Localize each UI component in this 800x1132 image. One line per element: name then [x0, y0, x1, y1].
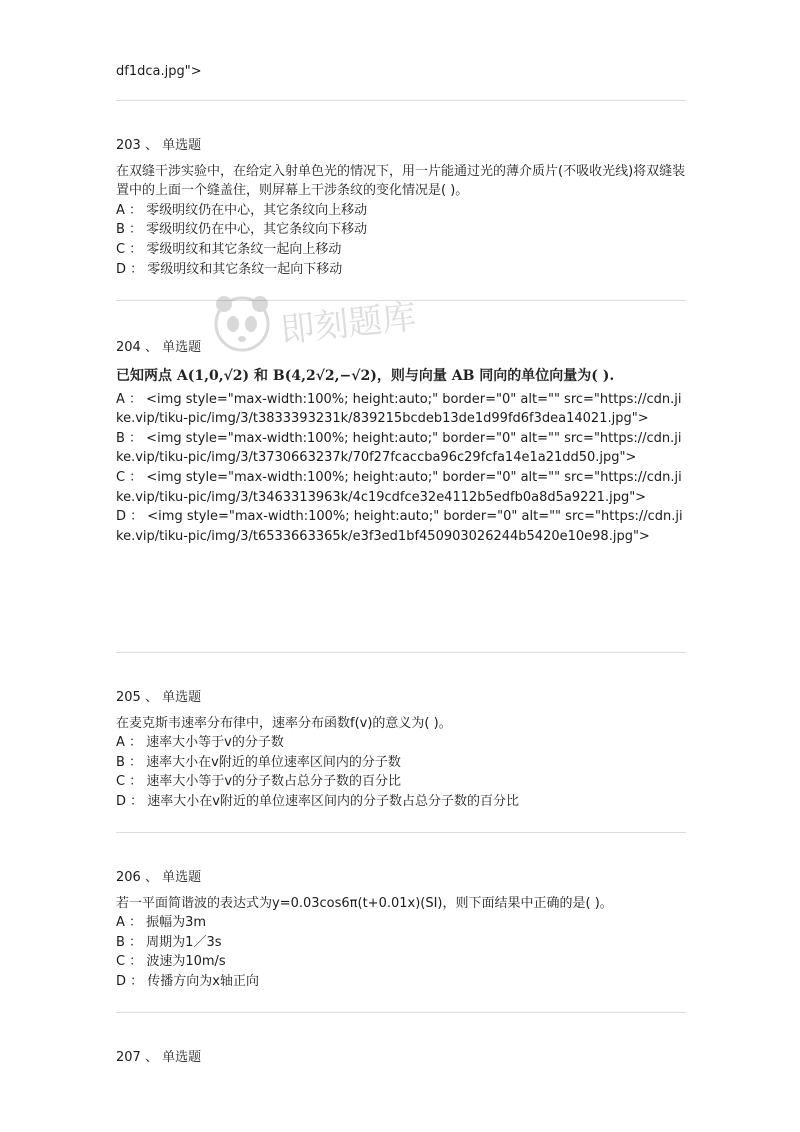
question-stem-formula: 已知两点 A(1,0,√2) 和 B(4,2√2,−√2)，则与向量 AB 同向的单位向量为( ).	[116, 367, 615, 384]
option-a[interactable]: A ： 速率大小等于v的分子数	[116, 735, 284, 751]
question-header: 206 、 单选题	[116, 870, 202, 885]
divider	[116, 300, 686, 301]
option-d[interactable]: D ： 传播方向为x轴正向	[116, 973, 259, 989]
divider	[116, 100, 686, 101]
question-header: 207 、 单选题	[116, 1050, 202, 1065]
option-d[interactable]: D ： 速率大小在v附近的单位速率区间内的分子数占总分子数的百分比	[116, 793, 519, 809]
question-206	[116, 868, 686, 992]
question-stem: 在双缝干涉实验中，在给定入射单色光的情况下，用一片能通过光的薄介质片(不吸收光线)将双缝装置中的上面一个缝盖住，则屏幕上干涉条纹的变化情况是( )。	[116, 163, 686, 199]
option-a[interactable]: A ： 振幅为3m	[116, 915, 207, 931]
option-c[interactable]: C ： 零级明纹和其它条纹一起向上移动	[116, 241, 342, 257]
option-a[interactable]: A ： 零级明纹仍在中心，其它条纹向上移动	[116, 202, 368, 218]
option-b[interactable]: B ： 零级明纹仍在中心，其它条纹向下移动	[116, 222, 368, 238]
question-207	[116, 1048, 686, 1068]
divider	[116, 1012, 686, 1013]
divider	[116, 832, 686, 833]
question-header: 205 、 单选题	[116, 690, 202, 705]
option-b[interactable]: B ： 周期为1／3s	[116, 934, 222, 950]
question-203	[116, 136, 686, 279]
question-stem: 若一平面简谐波的表达式为y=0.03cos6π(t+0.01x)(SI)，则下面结果中正确的是( )。	[116, 895, 613, 911]
option-d[interactable]: D ： 零级明纹和其它条纹一起向下移动	[116, 261, 343, 277]
previous-question-fragment: df1dca.jpg">	[116, 64, 202, 79]
option-b[interactable]: B ： <img style="max-width:100%; height:auto;" border="0" alt="" src="https://cdn.jike.vip/tiku-pic/img/3/t3730663237k/70f27fcaccba96c29fcfa14e1a21dd50.jpg">	[116, 430, 682, 466]
option-d[interactable]: D ： <img style="max-width:100%; height:auto;" border="0" alt="" src="https://cdn.jike.vip/tiku-pic/img/3/t6533663365k/e3f3ed1bf450903026244b5420e10e98.jpg">	[116, 509, 683, 544]
option-a[interactable]: A ： <img style="max-width:100%; height:auto;" border="0" alt="" src="https://cdn.jike.vip/tiku-pic/img/3/t3833393231k/839215bcdeb13de1d99fd6f3dea14021.jpg">	[116, 391, 682, 427]
divider	[116, 652, 686, 653]
option-c[interactable]: C ： 速率大小等于v的分子数占总分子数的百分比	[116, 774, 402, 790]
question-header: 204 、 单选题	[116, 340, 202, 355]
watermark-text: 即刻题库	[278, 296, 419, 351]
option-c[interactable]: C ： <img style="max-width:100%; height:auto;" border="0" alt="" src="https://cdn.jike.vip/tiku-pic/img/3/t3463313963k/4c19cdfce32e4112b5edfb0a8d5a9221.jpg">	[116, 469, 682, 505]
option-b[interactable]: B ： 速率大小在v附近的单位速率区间内的分子数	[116, 754, 401, 770]
question-stem: 在麦克斯韦速率分布律中，速率分布函数f(v)的意义为( )。	[116, 715, 452, 731]
option-c[interactable]: C ： 波速为10m/s	[116, 954, 226, 970]
question-204	[116, 338, 686, 546]
question-header: 203 、 单选题	[116, 138, 202, 153]
question-205	[116, 688, 686, 812]
